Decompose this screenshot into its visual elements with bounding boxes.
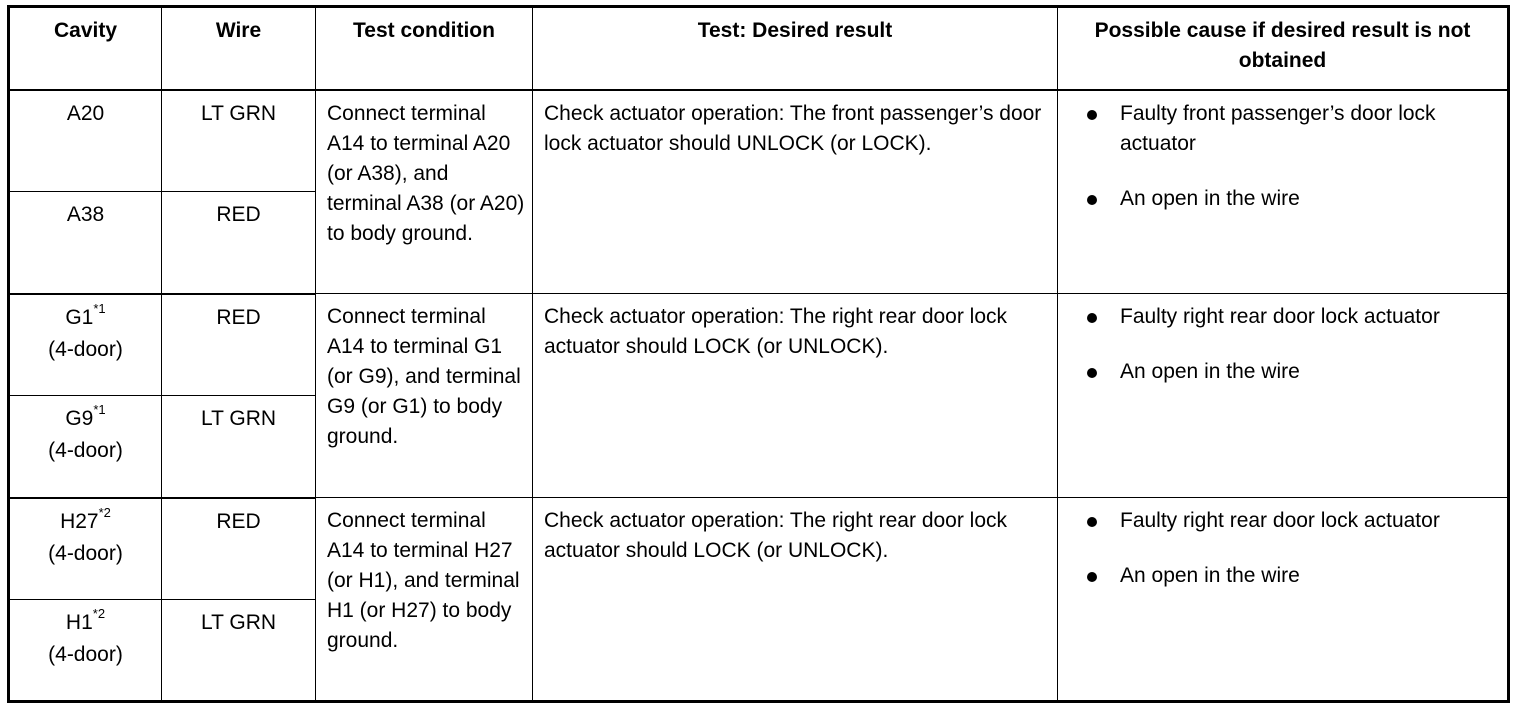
table-row: [9, 498, 1509, 600]
possible-cause-cell: [1058, 90, 1509, 294]
table-row: [9, 294, 1509, 396]
cavity-cell: [9, 192, 162, 294]
header-desired-result: Test: Desired result: [533, 7, 1058, 90]
cavity-variant: (4-door): [48, 643, 123, 666]
cause-list: [1087, 506, 1499, 591]
cavity-cell: [9, 498, 162, 600]
cavity-variant: (4-door): [48, 541, 123, 565]
wire-cell: LT GRN: [162, 600, 316, 702]
header-cavity: Cavity: [9, 7, 162, 90]
bullet-icon: [1087, 195, 1097, 205]
cause-list: [1087, 99, 1499, 214]
test-condition-cell: Connect terminal A14 to terminal H27 (or H1), and terminal H1 (or H27) to body ground.: [316, 498, 533, 702]
cavity-variant: (4-door): [48, 337, 123, 361]
cavity-id: G1: [65, 305, 94, 329]
wire-cell: RED: [162, 192, 316, 294]
header-wire: Wire: [162, 7, 316, 90]
cause-list: [1087, 302, 1499, 387]
desired-result-cell: Check actuator operation: The front passenger’s door lock actuator should UNLOCK (or LOCK).: [533, 90, 1058, 294]
header-possible-cause: Possible cause if desired result is not obtained: [1058, 7, 1509, 90]
bullet-icon: [1087, 313, 1097, 323]
bullet-icon: [1087, 368, 1097, 378]
bullet-icon: [1087, 110, 1097, 120]
cavity-cell: [9, 600, 162, 702]
footnote-mark: *1: [93, 300, 106, 316]
cavity-id: G9: [65, 407, 94, 430]
cavity-id: A20: [66, 101, 105, 125]
header-test-condition: Test condition: [316, 7, 533, 90]
cavity-variant: (4-door): [48, 439, 123, 462]
cavity-id: H27: [60, 509, 99, 533]
list-item: An open in the wire: [1087, 561, 1499, 591]
bullet-icon: [1087, 572, 1097, 582]
possible-cause-cell: [1058, 498, 1509, 702]
list-item: Faulty front passenger’s door lock actuator: [1087, 99, 1499, 159]
list-item: An open in the wire: [1087, 184, 1499, 214]
table-row: [9, 90, 1509, 192]
test-condition-cell: Connect terminal A14 to terminal G1 (or G9), and terminal G9 (or G1) to body ground.: [316, 294, 533, 498]
test-condition-cell: Connect terminal A14 to terminal A20 (or A38), and terminal A38 (or A20) to body ground.: [316, 90, 533, 294]
test-table: [7, 5, 1510, 703]
cavity-id: A38: [66, 203, 105, 226]
footnote-mark: *2: [92, 606, 106, 621]
list-item: Faulty right rear door lock actuator: [1087, 302, 1499, 332]
cavity-id: H1: [65, 611, 93, 634]
wire-cell: RED: [162, 498, 316, 600]
list-item: An open in the wire: [1087, 357, 1499, 387]
cavity-cell: [9, 396, 162, 498]
possible-cause-cell: [1058, 294, 1509, 498]
footnote-mark: *2: [98, 504, 111, 520]
wire-cell: LT GRN: [162, 396, 316, 498]
desired-result-cell: Check actuator operation: The right rear door lock actuator should LOCK (or UNLOCK).: [533, 498, 1058, 702]
desired-result-cell: Check actuator operation: The right rear door lock actuator should LOCK (or UNLOCK).: [533, 294, 1058, 498]
footnote-mark: *1: [93, 402, 106, 417]
cavity-cell: [9, 90, 162, 192]
table-header-row: [9, 7, 1509, 90]
list-item: Faulty right rear door lock actuator: [1087, 506, 1499, 536]
wire-cell: RED: [162, 294, 316, 396]
wire-cell: LT GRN: [162, 90, 316, 192]
bullet-icon: [1087, 517, 1097, 527]
cavity-cell: [9, 294, 162, 396]
